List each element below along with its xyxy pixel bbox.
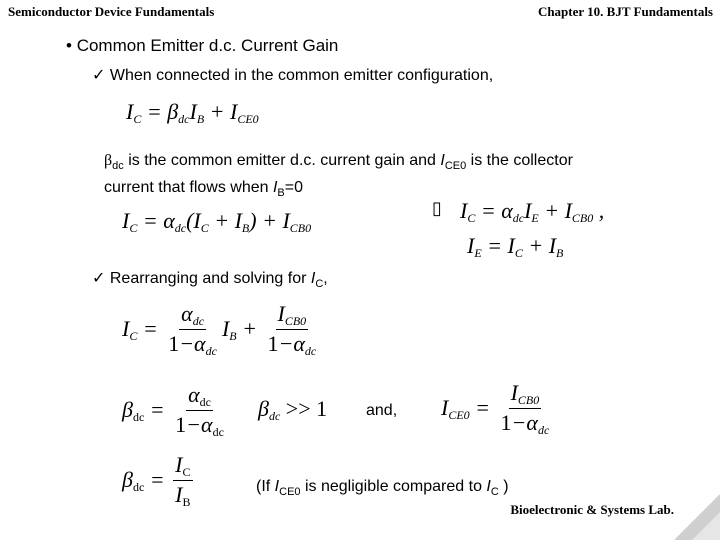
- check-icon: ✓: [92, 67, 106, 84]
- equation-ic-ie: $I_C = \alpha_{dc}I_E + I_{CB0}$ ,: [460, 198, 605, 225]
- bullet: •: [66, 36, 72, 55]
- and-text: and,: [366, 402, 398, 419]
- slide-heading: [66, 36, 338, 56]
- placeholder-box: ▯: [432, 198, 442, 218]
- point-1-text: When connected in the common emitter configuration,: [109, 67, 494, 84]
- equation-ic-beta: $I_C = \beta_{dc}I_B + I_{CE0}$: [126, 99, 259, 126]
- beta-description: $\beta_{dc}$ is the common emitter d.c. current gain and $I_{CE0}$ is the collector current that flows when $I_B=0$: [104, 152, 573, 200]
- course-title: Semiconductor Device Fundamentals: [8, 4, 215, 19]
- equation-beta-large: $\beta_{dc} >> 1$: [258, 396, 328, 423]
- equation-beta-alpha: $\beta_{dc}$ = $\frac{\alpha_{dc}}{1-\alpha_{dc}}$: [122, 382, 224, 439]
- page-curl-decoration: [674, 494, 720, 540]
- footer-lab: Bioelectronic & Systems Lab.: [510, 502, 674, 517]
- equation-ic-solved: $I_C$ = $\frac{\alpha_{dc}}{1-\alpha_{dc}}$ $I_B$ + $\frac{I_{CB0}}{1-\alpha_{dc}}$: [122, 301, 317, 358]
- equation-ie-sum: $I_E = I_C + I_B$: [467, 233, 564, 260]
- heading-text: Common Emitter d.c. Current Gain: [76, 36, 339, 55]
- negligible-note: (If $I_{CE0}$ is negligible compared to $I_C$ ): [256, 478, 509, 499]
- equation-ic-alpha: $I_C = \alpha_{dc}(I_C + I_B) + I_{CB0}$: [122, 208, 312, 235]
- equation-ice0: $I_{CE0}$ = $\frac{I_{CB0}}{1-\alpha_{dc}}$: [441, 380, 550, 437]
- equation-beta-ratio: $\beta_{dc}$ = $\frac{I_C}{I_B}$: [122, 452, 191, 509]
- point-1: [92, 65, 493, 85]
- chapter-title: Chapter 10. BJT Fundamentals: [537, 4, 713, 19]
- point-2: ✓ Rearranging and solving for $I_C$,: [92, 270, 328, 291]
- check-icon: ✓: [92, 270, 106, 287]
